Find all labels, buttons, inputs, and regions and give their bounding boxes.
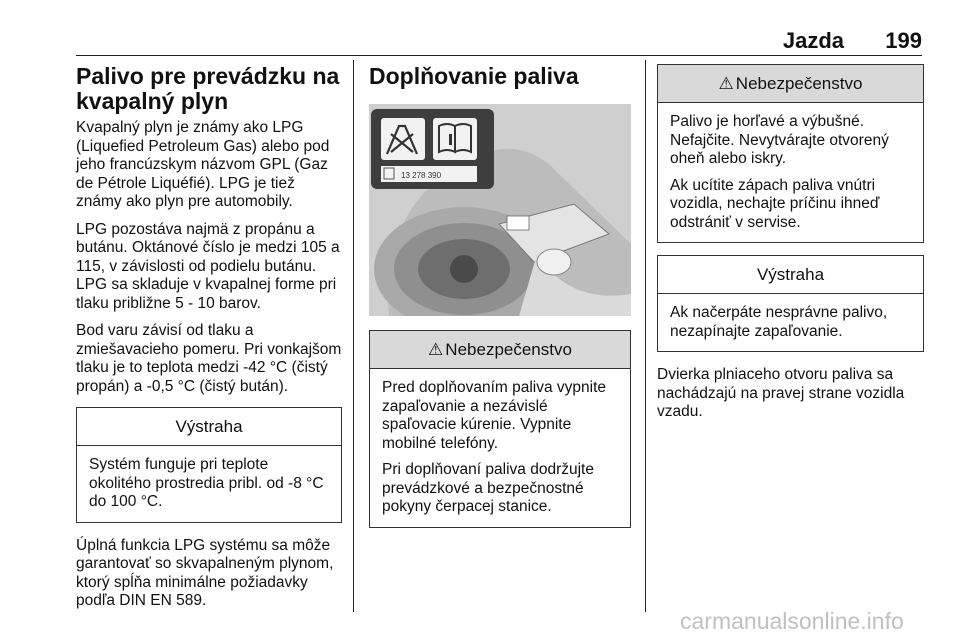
section-heading-refuelling: Doplňovanie paliva (369, 63, 579, 89)
header-title: Jazda (782, 28, 844, 53)
column-3 (657, 64, 924, 422)
danger-text: Palivo je horľavé a výbušné. Nefajčite. Nevytvárajte otvorený oheň alebo iskry. (670, 113, 889, 167)
section-heading-lpg: Palivo pre prevádzku na kvapalný plyn (76, 63, 340, 114)
paragraph: Bod varu závisí od tlaku a zmiešavacieho pomeru. Pri vonkajšom tlaku je to teplota medzi -42 °C (čistý propán) a -0,5 °C (čistý bután). (76, 322, 342, 395)
column-2 (369, 64, 631, 528)
warning-triangle-icon: ⚠ (718, 74, 734, 93)
warning-box-body (77, 446, 341, 522)
danger-box (369, 330, 631, 528)
warning-text: Ak načerpáte nesprávne palivo, nezapínajte zapaľovanie. (670, 304, 888, 340)
paragraph: Kvapalný plyn je známy ako LPG (Liquefied Petroleum Gas) alebo pod jeho francúzskym názvom GPL (Gaz de Pétrole Liquéfié). LPG je tiež známy ako plyn pre automobily. (76, 119, 330, 210)
warning-box (76, 407, 342, 523)
warning-box (657, 255, 924, 352)
watermark: carmanualsonline.info (680, 608, 904, 634)
danger-box-body (370, 369, 630, 527)
fuel-flap-image (369, 104, 631, 316)
image-part-number: 13 278 390 (401, 171, 442, 180)
warning-box-title: Výstraha (77, 408, 341, 446)
column-divider-1 (353, 60, 354, 612)
paragraph: Úplná funkcia LPG systému sa môže garantovať so skvapalneným plynom, ktorý spĺňa minimálne požiadavky podľa DIN EN 589. (76, 536, 334, 609)
fuel-flap-illustration (369, 104, 631, 316)
warning-box-title: Výstraha (658, 256, 923, 294)
paragraph: LPG pozostáva najmä z propánu a butánu. Oktánové číslo je medzi 105 a 115, v závislosti od podielu butánu. LPG sa skladuje v kvapalnej forme pri tlaku približne 5 - 10 barov. (76, 220, 340, 312)
column-divider-2 (645, 60, 646, 612)
danger-text: Pri doplňovaní paliva dodržujte prevádzkové a bezpečnostné pokyny čerpacej stanice. (382, 461, 594, 515)
danger-box-title: ⚠ Nebezpečenstvo (370, 331, 630, 369)
warning-text: Systém funguje pri teplote okolitého prostredia pribl. od -8 °C do 100 °C. (89, 456, 324, 510)
danger-box-title: ⚠ Nebezpečenstvo (658, 65, 923, 103)
page-number: 199 (885, 28, 922, 53)
warning-box-body (658, 294, 923, 351)
page-header (0, 28, 960, 52)
column-1 (76, 64, 342, 611)
paragraph: Dvierka plniaceho otvoru paliva sa nachádzajú na pravej strane vozidla vzadu. (657, 366, 905, 420)
danger-box (657, 64, 924, 243)
danger-text: Pred doplňovaním paliva vypnite zapaľovanie a nezávislé spaľovacie kúrenie. Vypnite mobilné telefóny. (382, 379, 607, 452)
warning-triangle-icon: ⚠ (428, 340, 444, 359)
header-rule (76, 55, 922, 56)
danger-box-body (658, 103, 923, 242)
danger-text: Ak ucítite zápach paliva vnútri vozidla, nechajte príčinu ihneď odstrániť v servise. (670, 176, 880, 231)
